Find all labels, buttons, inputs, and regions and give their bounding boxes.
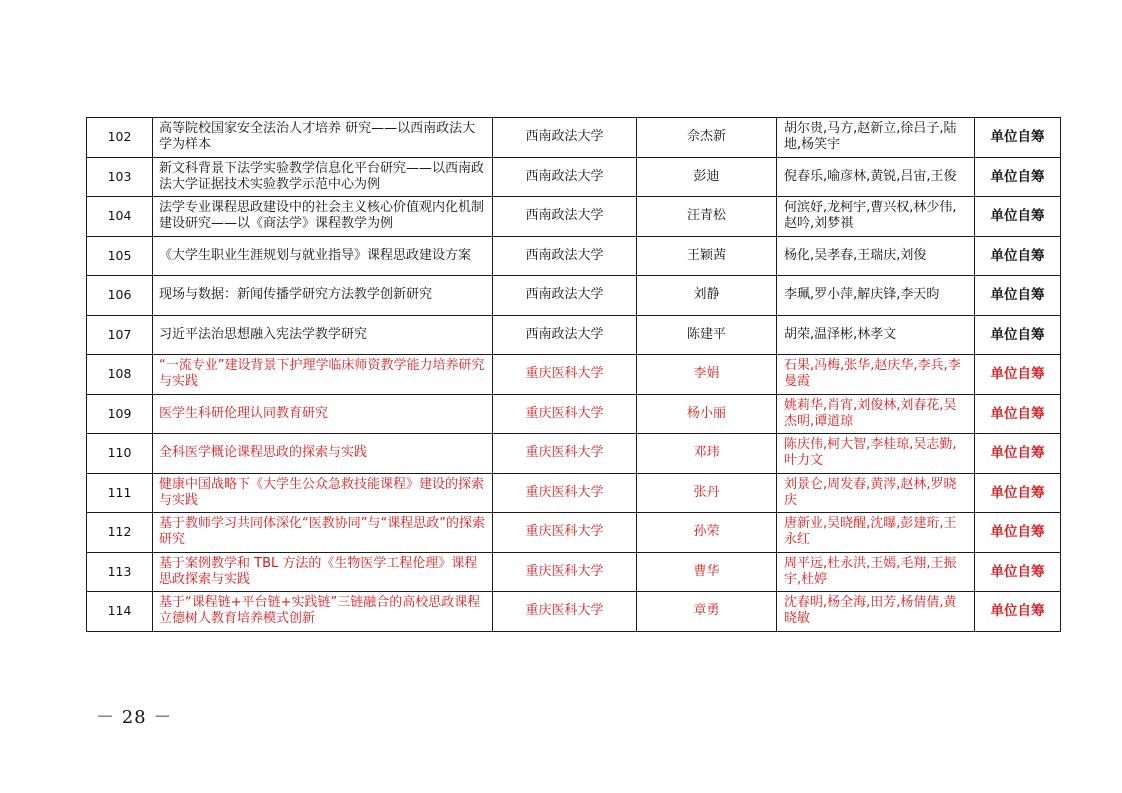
team-members-cell: 刘景仑,周发春,黄涔,赵林,罗晓庆: [777, 473, 975, 513]
table-row: [87, 394, 1061, 434]
row-number-cell: 102: [87, 118, 153, 158]
team-members-cell: 沈春明,杨全海,田芳,杨倩倩,黄晓敏: [777, 592, 975, 632]
row-number-cell: 114: [87, 592, 153, 632]
funding-source-cell: 单位自筹: [975, 552, 1061, 592]
funding-source-cell: 单位自筹: [975, 197, 1061, 237]
row-number-cell: 104: [87, 197, 153, 237]
table-row: [87, 592, 1061, 632]
team-members-cell: 倪春乐,喻彦林,黄锐,吕宙,王俊: [777, 157, 975, 197]
row-number-cell: 113: [87, 552, 153, 592]
table-row: [87, 473, 1061, 513]
institution-cell: 西南政法大学: [493, 276, 637, 316]
row-number-cell: 107: [87, 315, 153, 355]
row-number-cell: 106: [87, 276, 153, 316]
funding-source-cell: 单位自筹: [975, 157, 1061, 197]
funding-source-cell: 单位自筹: [975, 236, 1061, 276]
table-row: [87, 434, 1061, 474]
institution-cell: 重庆医科大学: [493, 552, 637, 592]
table-row: [87, 355, 1061, 395]
institution-cell: 西南政法大学: [493, 315, 637, 355]
funding-source-cell: 单位自筹: [975, 592, 1061, 632]
row-number-cell: 105: [87, 236, 153, 276]
team-members-cell: 胡荣,温泽彬,林孝文: [777, 315, 975, 355]
project-title-cell: 基于“课程链+平台链+实践链”三链融合的高校思政课程立德树人教育培养模式创新: [153, 592, 493, 632]
project-title-cell: 习近平法治思想融入宪法学教学研究: [153, 315, 493, 355]
project-leader-cell: 张丹: [637, 473, 777, 513]
funding-source-cell: 单位自筹: [975, 355, 1061, 395]
funding-source-cell: 单位自筹: [975, 434, 1061, 474]
team-members-cell: 胡尔贵,马方,赵新立,徐吕子,陆地,杨笑宇: [777, 118, 975, 158]
project-title-cell: 新文科背景下法学实验教学信息化平台研究——以西南政法大学证据技术实验教学示范中心为例: [153, 157, 493, 197]
team-members-cell: 石果,冯梅,张华,赵庆华,李兵,李曼霞: [777, 355, 975, 395]
project-leader-cell: 邓玮: [637, 434, 777, 474]
institution-cell: 重庆医科大学: [493, 473, 637, 513]
team-members-cell: 杨化,吴孝春,王瑞庆,刘俊: [777, 236, 975, 276]
page-number: － 28 －: [96, 707, 173, 728]
row-number-cell: 111: [87, 473, 153, 513]
table-row: [87, 315, 1061, 355]
institution-cell: 重庆医科大学: [493, 394, 637, 434]
funding-source-cell: 单位自筹: [975, 276, 1061, 316]
project-leader-cell: 陈建平: [637, 315, 777, 355]
funding-source-cell: 单位自筹: [975, 315, 1061, 355]
institution-cell: 西南政法大学: [493, 118, 637, 158]
row-number-cell: 110: [87, 434, 153, 474]
project-leader-cell: 杨小丽: [637, 394, 777, 434]
table-row: [87, 236, 1061, 276]
institution-cell: 重庆医科大学: [493, 592, 637, 632]
project-leader-cell: 章勇: [637, 592, 777, 632]
funding-source-cell: 单位自筹: [975, 473, 1061, 513]
project-title-cell: 现场与数据：新闻传播学研究方法教学创新研究: [153, 276, 493, 316]
project-leader-cell: 王颖茜: [637, 236, 777, 276]
project-table-body: [87, 118, 1061, 632]
project-leader-cell: 李娟: [637, 355, 777, 395]
team-members-cell: 何滨妤,龙柯宇,曹兴权,林少伟,赵吟,刘梦祺: [777, 197, 975, 237]
table-row: [87, 552, 1061, 592]
project-title-cell: 《大学生职业生涯规划与就业指导》课程思政建设方案: [153, 236, 493, 276]
project-title-cell: 健康中国战略下《大学生公众急救技能课程》建设的探索与实践: [153, 473, 493, 513]
row-number-cell: 103: [87, 157, 153, 197]
project-title-cell: 基于案例教学和 TBL 方法的《生物医学工程伦理》课程思政探索与实践: [153, 552, 493, 592]
team-members-cell: 唐新业,吴晓醒,沈曝,彭建珩,王永红: [777, 513, 975, 553]
row-number-cell: 112: [87, 513, 153, 553]
team-members-cell: 姚莉华,肖宵,刘俊林,刘春花,吴杰明,谭道琼: [777, 394, 975, 434]
institution-cell: 重庆医科大学: [493, 434, 637, 474]
table-row: [87, 513, 1061, 553]
team-members-cell: 李珮,罗小萍,解庆锋,李天昀: [777, 276, 975, 316]
project-title-cell: 全科医学概论课程思政的探索与实践: [153, 434, 493, 474]
project-table-container: [86, 117, 1045, 632]
project-title-cell: 基于教师学习共同体深化“医教协同”与“课程思政”的探索研究: [153, 513, 493, 553]
project-title-cell: 高等院校国家安全法治人才培养 研究——以西南政法大学为样本: [153, 118, 493, 158]
funding-source-cell: 单位自筹: [975, 513, 1061, 553]
project-leader-cell: 佘杰新: [637, 118, 777, 158]
table-row: [87, 197, 1061, 237]
institution-cell: 重庆医科大学: [493, 355, 637, 395]
project-title-cell: 法学专业课程思政建设中的社会主义核心价值观内化机制建设研究——以《商法学》课程教学为例: [153, 197, 493, 237]
funding-source-cell: 单位自筹: [975, 394, 1061, 434]
project-leader-cell: 孙荣: [637, 513, 777, 553]
project-leader-cell: 曹华: [637, 552, 777, 592]
table-row: [87, 118, 1061, 158]
institution-cell: 西南政法大学: [493, 236, 637, 276]
project-leader-cell: 刘静: [637, 276, 777, 316]
team-members-cell: 周平远,杜永洪,王嫣,毛翔,王振宇,杜婷: [777, 552, 975, 592]
funding-source-cell: 单位自筹: [975, 118, 1061, 158]
row-number-cell: 108: [87, 355, 153, 395]
project-title-cell: 医学生科研伦理认同教育研究: [153, 394, 493, 434]
row-number-cell: 109: [87, 394, 153, 434]
project-leader-cell: 彭迪: [637, 157, 777, 197]
institution-cell: 西南政法大学: [493, 197, 637, 237]
table-row: [87, 276, 1061, 316]
institution-cell: 重庆医科大学: [493, 513, 637, 553]
project-table: [86, 117, 1061, 632]
project-leader-cell: 汪青松: [637, 197, 777, 237]
project-title-cell: “一流专业”建设背景下护理学临床师资教学能力培养研究与实践: [153, 355, 493, 395]
team-members-cell: 陈庆伟,柯大智,李桂琼,吴志勤,叶力文: [777, 434, 975, 474]
institution-cell: 西南政法大学: [493, 157, 637, 197]
table-row: [87, 157, 1061, 197]
